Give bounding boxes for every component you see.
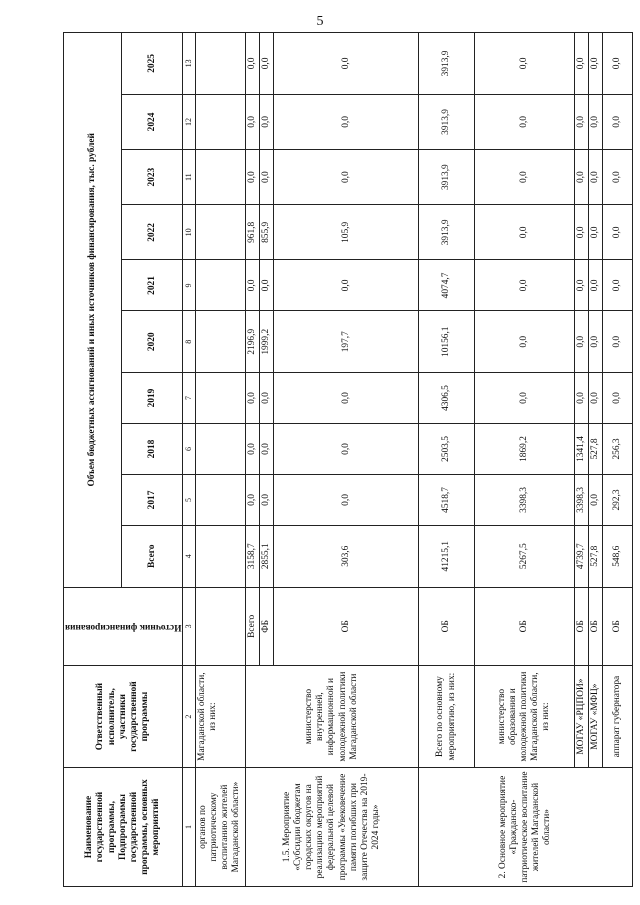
header-year: 2018 bbox=[122, 424, 183, 475]
value-cell: 0,0 bbox=[575, 373, 589, 424]
table-row bbox=[195, 33, 245, 887]
value-cell: 0,0 bbox=[274, 373, 419, 424]
value-cell: 1999,2 bbox=[259, 311, 273, 373]
value-cell: 3913,9 bbox=[419, 205, 475, 260]
header-year: 2024 bbox=[122, 94, 183, 149]
value-cell: 2196,9 bbox=[245, 311, 259, 373]
name-cell: 2. Основное мероприятие «Гражданско-патриотическое воспитание жителей Магаданской области» bbox=[419, 768, 633, 887]
source-cell: ФБ bbox=[259, 587, 273, 666]
column-index: 11 bbox=[183, 150, 195, 205]
value-cell: 0,0 bbox=[259, 33, 273, 95]
header-responsible: Ответственный исполнитель, участники государственной программы bbox=[64, 666, 183, 768]
value-cell: 0,0 bbox=[575, 205, 589, 260]
empty-cell bbox=[195, 150, 245, 205]
value-cell: 0,0 bbox=[589, 33, 603, 95]
empty-cell bbox=[195, 205, 245, 260]
responsible-cell: министерство внутренней, информационной и молодежной политики Магаданской области bbox=[245, 666, 418, 768]
index-row bbox=[183, 33, 195, 887]
source-cell: ОБ bbox=[475, 587, 575, 666]
value-cell: 0,0 bbox=[274, 150, 419, 205]
value-cell: 2503,5 bbox=[419, 424, 475, 475]
column-index: 1 bbox=[183, 768, 195, 887]
value-cell: 0,0 bbox=[475, 311, 575, 373]
value-cell: 0,0 bbox=[603, 311, 633, 373]
empty-cell bbox=[195, 33, 245, 95]
value-cell: 197,7 bbox=[274, 311, 419, 373]
column-index: 4 bbox=[183, 525, 195, 587]
value-cell: 0,0 bbox=[575, 94, 589, 149]
value-cell: 0,0 bbox=[603, 373, 633, 424]
value-cell: 0,0 bbox=[259, 424, 273, 475]
value-cell: 0,0 bbox=[259, 260, 273, 311]
source-cell: ОБ bbox=[603, 587, 633, 666]
value-cell: 5267,5 bbox=[475, 525, 575, 587]
column-index: 9 bbox=[183, 260, 195, 311]
value-cell: 0,0 bbox=[589, 150, 603, 205]
value-cell: 527,8 bbox=[589, 525, 603, 587]
source-cell: ОБ bbox=[575, 587, 589, 666]
table-row bbox=[575, 33, 589, 887]
value-cell: 2855,1 bbox=[259, 525, 273, 587]
value-cell: 0,0 bbox=[603, 260, 633, 311]
column-index: 7 bbox=[183, 373, 195, 424]
value-cell: 0,0 bbox=[245, 150, 259, 205]
empty-cell bbox=[195, 260, 245, 311]
value-cell: 0,0 bbox=[475, 150, 575, 205]
value-cell: 105,9 bbox=[274, 205, 419, 260]
value-cell: 0,0 bbox=[575, 150, 589, 205]
value-cell: 0,0 bbox=[274, 260, 419, 311]
value-cell: 855,9 bbox=[259, 205, 273, 260]
name-cell: 1.5. Мероприятие «Субсидии бюджетам городских округов на реализацию мероприятий федеральной целевой программы «Увековечение памяти погибших при защите Отечества на 2019-2024 годы» bbox=[245, 768, 418, 887]
value-cell: 3158,7 bbox=[245, 525, 259, 587]
value-cell: 0,0 bbox=[245, 260, 259, 311]
column-index: 8 bbox=[183, 311, 195, 373]
empty-cell bbox=[195, 311, 245, 373]
value-cell: 0,0 bbox=[603, 33, 633, 95]
header-year: 2021 bbox=[122, 260, 183, 311]
responsible-cell: аппарат губернатора bbox=[603, 666, 633, 768]
value-cell: 4739,7 bbox=[575, 525, 589, 587]
header-name: Наименование государственной программы, Подпрограммы государственной программы, основных мероприятий bbox=[64, 768, 183, 887]
header-source-text: Источник финансирования bbox=[65, 621, 182, 632]
value-cell: 0,0 bbox=[589, 311, 603, 373]
empty-cell bbox=[195, 424, 245, 475]
value-cell: 0,0 bbox=[589, 373, 603, 424]
header-year: Всего bbox=[122, 525, 183, 587]
value-cell: 0,0 bbox=[245, 424, 259, 475]
header-year: 2025 bbox=[122, 33, 183, 95]
source-cell: ОБ bbox=[589, 587, 603, 666]
source-cell: ОБ bbox=[274, 587, 419, 666]
value-cell: 0,0 bbox=[603, 205, 633, 260]
name-cell: органов по патриотическому воспитанию жителей Магаданской области» bbox=[195, 768, 245, 887]
header-year: 2020 bbox=[122, 311, 183, 373]
value-cell: 548,6 bbox=[603, 525, 633, 587]
value-cell: 527,8 bbox=[589, 424, 603, 475]
value-cell: 0,0 bbox=[603, 94, 633, 149]
value-cell: 0,0 bbox=[475, 94, 575, 149]
value-cell: 0,0 bbox=[274, 33, 419, 95]
value-cell: 0,0 bbox=[475, 205, 575, 260]
responsible-cell: министерство образования и молодежной политики Магаданской области, из них: bbox=[475, 666, 575, 768]
responsible-cell: МОГАУ «МФЦ» bbox=[589, 666, 603, 768]
empty-cell bbox=[195, 525, 245, 587]
value-cell: 0,0 bbox=[245, 373, 259, 424]
value-cell: 3913,9 bbox=[419, 33, 475, 95]
table-row bbox=[589, 33, 603, 887]
value-cell: 10156,1 bbox=[419, 311, 475, 373]
value-cell: 0,0 bbox=[589, 205, 603, 260]
value-cell: 3398,3 bbox=[575, 474, 589, 525]
responsible-cell: Магаданской области, из них: bbox=[195, 666, 245, 768]
value-cell: 0,0 bbox=[589, 260, 603, 311]
value-cell: 0,0 bbox=[259, 373, 273, 424]
rotated-table-wrapper bbox=[63, 32, 623, 887]
column-index: 10 bbox=[183, 205, 195, 260]
value-cell: 0,0 bbox=[259, 150, 273, 205]
value-cell: 0,0 bbox=[274, 424, 419, 475]
empty-cell bbox=[195, 373, 245, 424]
table-row bbox=[603, 33, 633, 887]
table-row bbox=[419, 33, 475, 887]
value-cell: 1341,4 bbox=[575, 424, 589, 475]
empty-cell bbox=[195, 474, 245, 525]
value-cell: 0,0 bbox=[589, 474, 603, 525]
value-cell: 292,3 bbox=[603, 474, 633, 525]
value-cell: 0,0 bbox=[589, 94, 603, 149]
column-index: 12 bbox=[183, 94, 195, 149]
value-cell: 256,3 bbox=[603, 424, 633, 475]
empty-cell bbox=[195, 587, 245, 666]
budget-table bbox=[63, 32, 633, 887]
value-cell: 4306,5 bbox=[419, 373, 475, 424]
value-cell: 0,0 bbox=[274, 94, 419, 149]
header-year: 2017 bbox=[122, 474, 183, 525]
header-year: 2019 bbox=[122, 373, 183, 424]
value-cell: 0,0 bbox=[575, 260, 589, 311]
responsible-cell: МОГАУ «РЦПОИ» bbox=[575, 666, 589, 768]
value-cell: 0,0 bbox=[575, 311, 589, 373]
value-cell: 0,0 bbox=[603, 150, 633, 205]
value-cell: 3398,3 bbox=[475, 474, 575, 525]
value-cell: 0,0 bbox=[259, 94, 273, 149]
value-cell: 3913,9 bbox=[419, 150, 475, 205]
value-cell: 0,0 bbox=[575, 33, 589, 95]
value-cell: 0,0 bbox=[245, 474, 259, 525]
table-row bbox=[245, 33, 259, 887]
value-cell: 0,0 bbox=[475, 260, 575, 311]
value-cell: 41215,1 bbox=[419, 525, 475, 587]
value-cell: 0,0 bbox=[245, 94, 259, 149]
header-year: 2022 bbox=[122, 205, 183, 260]
value-cell: 1869,2 bbox=[475, 424, 575, 475]
responsible-cell: Всего по основному мероприятию, из них: bbox=[419, 666, 475, 768]
column-index: 3 bbox=[183, 587, 195, 666]
value-cell: 0,0 bbox=[475, 33, 575, 95]
value-cell: 3913,9 bbox=[419, 94, 475, 149]
value-cell: 0,0 bbox=[274, 474, 419, 525]
header-year: 2023 bbox=[122, 150, 183, 205]
value-cell: 4074,7 bbox=[419, 260, 475, 311]
column-index: 13 bbox=[183, 33, 195, 95]
column-index: 6 bbox=[183, 424, 195, 475]
value-cell: 4518,7 bbox=[419, 474, 475, 525]
value-cell: 961,8 bbox=[245, 205, 259, 260]
header-source bbox=[64, 587, 183, 666]
value-cell: 0,0 bbox=[475, 373, 575, 424]
empty-cell bbox=[195, 94, 245, 149]
column-index: 2 bbox=[183, 666, 195, 768]
source-cell: ОБ bbox=[419, 587, 475, 666]
value-cell: 0,0 bbox=[245, 33, 259, 95]
value-cell: 0,0 bbox=[259, 474, 273, 525]
source-cell: Всего bbox=[245, 587, 259, 666]
header-financing-group: Объем бюджетных ассигнований и иных источников финансирования, тыс. рублей bbox=[64, 33, 122, 588]
page-number: 5 bbox=[316, 14, 324, 29]
column-index: 5 bbox=[183, 474, 195, 525]
value-cell: 303,6 bbox=[274, 525, 419, 587]
header-row-1 bbox=[64, 33, 122, 887]
table-row bbox=[475, 33, 575, 887]
